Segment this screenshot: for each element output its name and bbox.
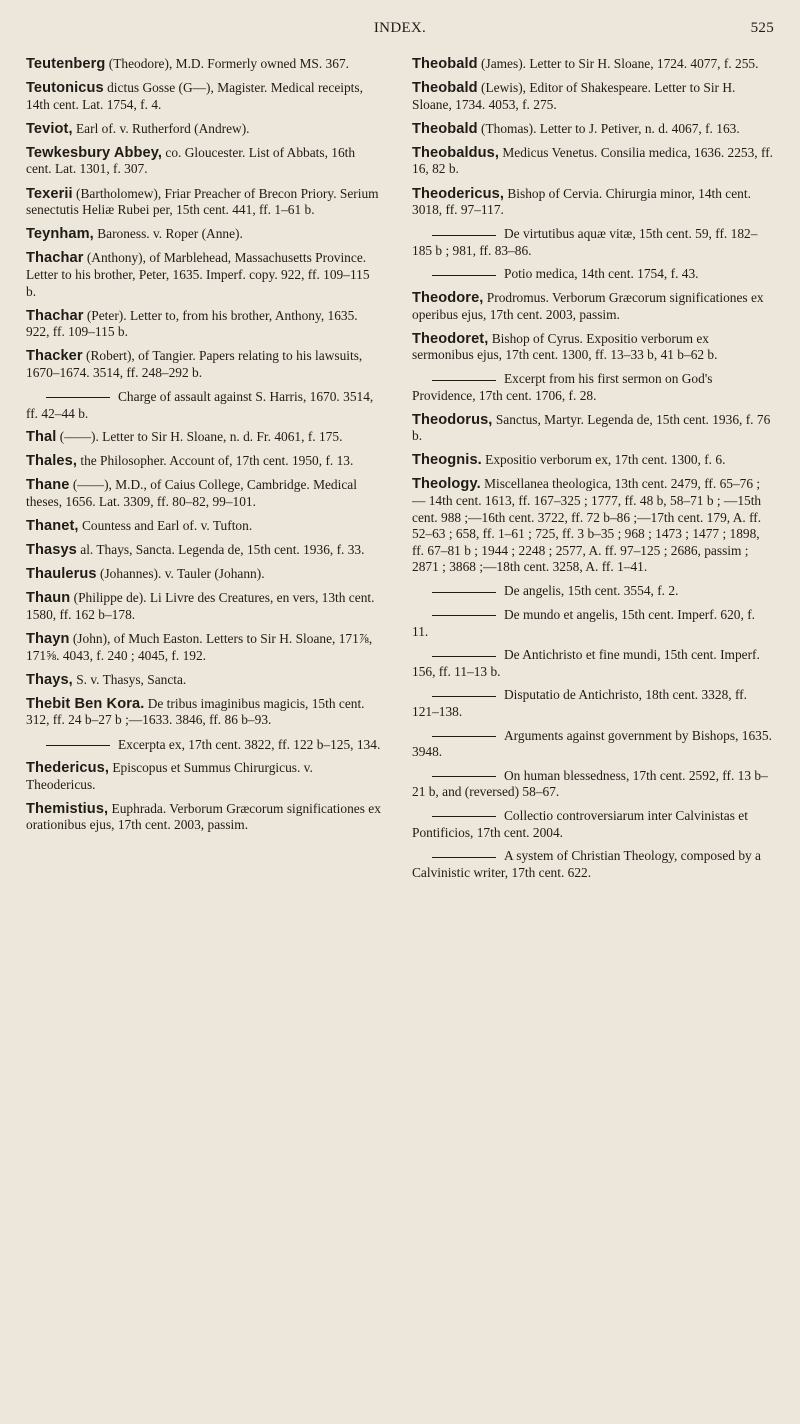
ditto-rule [432,235,496,236]
subentry-text: De angelis, 15th cent. 3554, f. 2. [504,583,679,599]
entry-text: co. Gloucester. List of Abbats, 16th cent. Lat. 1301, f. 307. [26,144,356,177]
entry-heading: Thaulerus [26,566,97,583]
entry-text: dictus Gosse (G—), Magister. Medical receipts, 14th cent. Lat. 1754, f. 4. [26,80,363,112]
index-entry [412,452,774,469]
index-entry [26,121,381,138]
entry-heading: Theobald [412,56,478,72]
entry-heading: Theology. [412,476,481,493]
entry-heading: Tewkesbury Abbey, [26,144,163,161]
entry-text: (——). Letter to Sir H. Sloane, n. d. Fr. 4061, f. 175. [56,429,343,445]
entry-text: (Johannes). v. Tauler (Johann). [96,566,265,582]
ditto-rule [432,857,496,858]
entry-text: S. v. Thasys, Sancta. [72,671,187,687]
entry-heading: Thal [26,429,57,446]
entry-heading: Thaun [26,590,71,607]
page-number: 525 [750,20,774,36]
entry-heading: Thayn [26,631,70,648]
entry-text: Bishop of Cervia. Chirurgia minor, 14th cent. 3018, ff. 97–117. [412,185,751,218]
entry-heading: Teutenberg [26,56,106,72]
entry-text: (Bartholomew), Friar Preacher of Brecon Priory. Serium senectutis Heliæ Rubei per, 15th cent. 441, ff. 1–61 b. [26,185,379,218]
entry-heading: Theodoret, [412,330,489,347]
entry-text: Countess and Earl of. v. Tufton. [78,518,253,534]
entry-text: Sanctus, Martyr. Legenda de, 15th cent. 1936, f. 76 b. [412,411,771,444]
entry-text: (Thomas). Letter to J. Petiver, n. d. 4067, f. 163. [477,120,740,136]
index-subentry [412,808,774,841]
index-entry [26,696,381,729]
index-entry [26,631,381,664]
entry-text: Bishop of Cyrus. Expositio verborum ex sermonibus ejus, 17th cent. 1300, ff. 13–33 b, 41 b–62 b. [412,330,718,363]
entry-heading: Thasys [26,542,77,559]
subentry-text: Excerpta ex, 17th cent. 3822, ff. 122 b–125, 134. [118,736,381,752]
index-entry [26,429,381,446]
ditto-rule [432,816,496,817]
entry-heading: Thedericus, [26,760,110,777]
entry-text: (——), M.D., of Caius College, Cambridge. Medical theses, 1656. Lat. 3309, ff. 80–82, 99–101. [26,477,357,509]
index-entry [26,186,381,219]
index-entry [412,331,774,364]
ditto-rule [432,380,496,381]
index-entry [26,145,381,178]
running-title: INDEX. [373,20,427,36]
index-entry [26,348,381,381]
entry-heading: Thane [26,477,70,494]
subentry-text: Collectio controversiarum inter Calvinistas et Pontificios, 17th cent. 2004. [412,807,748,840]
entry-heading: Teynham, [26,226,94,243]
entry-heading: Thachar [26,250,84,267]
index-entry [412,121,774,138]
entry-text: (Philippe de). Li Livre des Creatures, en vers, 13th cent. 1580, ff. 162 b–178. [26,590,375,622]
index-subentry [412,647,774,680]
entry-text: Miscellanea theologica, 13th cent. 2479, ff. 65–76 ; — 14th cent. 1613, ff. 167–325 ; 1777, ff. 48 b, 58–71 b ; —15th cent. 988 ;—16th cent. 3722, ff. 72 b–86 ;—17th cent. 179, A. ff. 52–63 ; 658, ff. 1–61 ; 725, ff. 3 b–35 ; 968 ; 1473 ; 1477 ; 1898, ff. 67–81 b ; 1944 ; 2248 ; 2577, A. ff. 97–125 ; 2686, passim ; 2871 ; 3868 ;—18th cent. 3258, A. ff. 1–41. [412,476,762,575]
index-subentry [412,226,774,259]
entry-text: Earl of. v. Rutherford (Andrew). [72,120,250,136]
entry-heading: Thachar [26,307,84,324]
subentry-text: De virtutibus aquæ vitæ, 15th cent. 59, ff. 182–185 b ; 981, ff. 83–86. [412,226,758,258]
index-entry [412,290,774,323]
index-entry [412,145,774,178]
entry-heading: Theobald [412,80,478,97]
ditto-rule [432,275,496,276]
index-entry [412,476,774,576]
entry-heading: Theodorus, [412,411,493,428]
entry-heading: Theobald [412,120,478,137]
ditto-rule [432,592,496,593]
page-header [26,20,774,44]
left-column [26,56,381,841]
index-entry [26,308,381,341]
index-entry [26,250,381,300]
entry-heading: Thales, [26,453,77,470]
entry-text: (Anthony), of Marblehead, Massachusetts Province. Letter to his brother, Peter, 1635. Imperf. copy. 922, ff. 109–115 b. [26,250,370,299]
index-entry [412,56,774,73]
ditto-rule [432,615,496,616]
index-subentry [26,737,381,754]
subentry-text: On human blessedness, 17th cent. 2592, ff. 13 b–21 b, and (reversed) 58–67. [412,767,768,800]
entry-text: Medicus Venetus. Consilia medica, 1636. 2253, ff. 16, 82 b. [412,144,774,177]
index-subentry [412,768,774,801]
entry-text: the Philosopher. Account of, 17th cent. 1950, f. 13. [77,453,354,469]
index-entry [26,566,381,583]
ditto-rule [432,736,496,737]
entry-heading: Teviot, [26,120,73,137]
entry-heading: Thebit Ben Kora. [26,695,145,712]
subentry-text: Arguments against government by Bishops, 1635. 3948. [412,727,772,760]
entry-text: Prodromus. Verborum Græcorum significationes ex operibus ejus, 17th cent. 2003, passim. [412,290,764,322]
entry-text: De tribus imaginibus magicis, 15th cent. 312, ff. 24 b–27 b ;—1633. 3846, ff. 86 b–93. [26,695,365,728]
entry-text: al. Thays, Sancta. Legenda de, 15th cent. 1936, f. 33. [76,542,365,558]
ditto-rule [432,776,496,777]
index-subentry [412,728,774,761]
entry-heading: Theobaldus, [412,144,500,161]
subentry-text: Disputatio de Antichristo, 18th cent. 3328, ff. 121–138. [412,687,747,719]
index-subentry [412,266,774,283]
subentry-text: De Antichristo et fine mundi, 15th cent. Imperf. 156, ff. 11–13 b. [412,647,760,679]
index-entry [26,672,381,689]
subentry-text: A system of Christian Theology, composed by a Calvinistic writer, 17th cent. 622. [412,848,761,880]
index-entry [26,760,381,793]
index-subentry [26,389,381,422]
entry-heading: Thays, [26,671,73,688]
subentry-text: De mundo et angelis, 15th cent. Imperf. 620, f. 11. [412,607,756,639]
entry-heading: Theodericus, [412,185,505,202]
index-entry [412,412,774,445]
ditto-rule [46,745,110,746]
index-entry [26,56,381,73]
index-entry [26,518,381,535]
entry-heading: Texerii [26,185,73,202]
subentry-text: Potio medica, 14th cent. 1754, f. 43. [504,266,699,282]
index-subentry [412,848,774,881]
entry-text: Episcopus et Summus Chirurgicus. v. Theodericus. [26,760,313,792]
entry-text: (Robert), of Tangier. Papers relating to his lawsuits, 1670–1674. 3514, ff. 248–292 b. [26,348,363,380]
entry-text: (John), of Much Easton. Letters to Sir H. Sloane, 171⅞, 171⅝. 4043, f. 240 ; 4045, f. 192. [26,631,373,663]
index-subentry [412,583,774,600]
index-entry [26,801,381,834]
index-entry [26,226,381,243]
index-entry [26,590,381,623]
index-entry [26,477,381,510]
entry-text: (Lewis), Editor of Shakespeare. Letter to Sir H. Sloane, 1734. 4053, f. 275. [412,80,736,112]
index-entry [412,80,774,113]
index-entry [26,80,381,113]
entry-heading: Thanet, [26,518,79,535]
entry-text: Baroness. v. Roper (Anne). [93,226,243,242]
entry-heading: Theodore, [412,290,484,307]
index-entry [26,453,381,470]
entry-heading: Teutonicus [26,80,104,97]
subentry-text: Charge of assault against S. Harris, 1670. 3514, ff. 42–44 b. [26,389,374,421]
index-entry [412,186,774,219]
entry-text: Euphrada. Verborum Græcorum significationes ex orationibus ejus, 17th cent. 2003, passim. [26,800,381,833]
entry-heading: Thacker [26,348,83,365]
entry-text: (Theodore), M.D. Formerly owned MS. 367. [105,56,349,71]
right-column [412,56,774,888]
entry-text: Expositio verborum ex, 17th cent. 1300, f. 6. [481,452,726,468]
entry-heading: Theognis. [412,452,482,469]
index-subentry [412,687,774,720]
ditto-rule [432,656,496,657]
entry-text: (James). Letter to Sir H. Sloane, 1724. 4077, f. 255. [477,56,759,71]
index-subentry [412,371,774,404]
index-subentry [412,607,774,640]
entry-text: (Peter). Letter to, from his brother, Anthony, 1635. 922, ff. 109–115 b. [26,307,358,340]
index-entry [26,542,381,559]
ditto-rule [432,696,496,697]
ditto-rule [46,397,110,398]
entry-heading: Themistius, [26,800,109,817]
subentry-text: Excerpt from his first sermon on God's Providence, 17th cent. 1706, f. 28. [412,371,713,403]
